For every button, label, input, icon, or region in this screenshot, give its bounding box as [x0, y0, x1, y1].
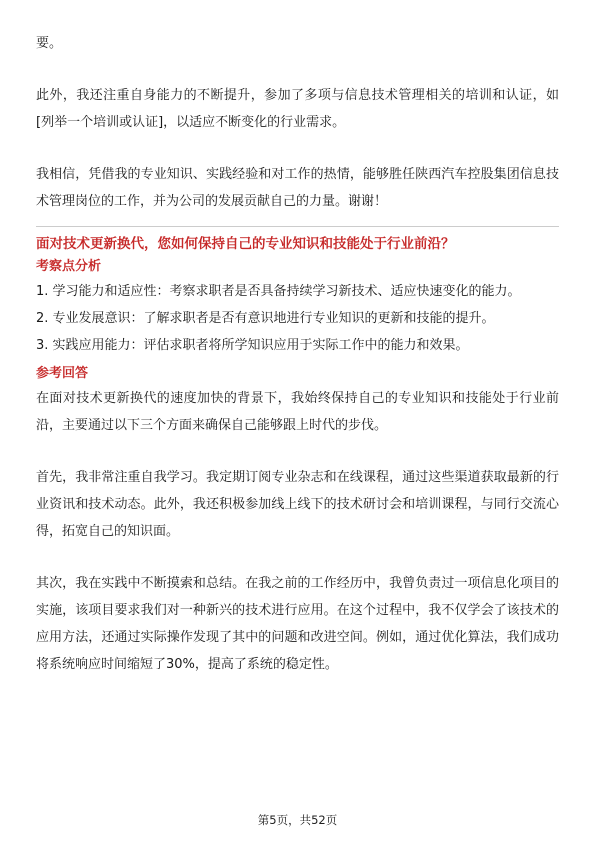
- analysis-label: 考察点分析: [36, 259, 102, 274]
- list-item: 3. 实践应用能力：评估求职者将所学知识应用于实际工作中的能力和效果。: [36, 338, 469, 353]
- list-item: 1. 学习能力和适应性：考察求职者是否具备持续学习新技术、适应快速变化的能力。: [36, 284, 521, 299]
- intro-paragraph-1: 要。: [36, 36, 63, 51]
- section-divider: [36, 226, 559, 227]
- page-number: 第5页，共52页: [257, 813, 338, 827]
- answer-paragraph-2: 首先，我非常注重自我学习。我定期订阅专业杂志和在线课程，通过这些渠道获取最新的行业资讯和技术动态。此外，我还积极参加线上线下的技术研讨会和培训课程，与同行交流心得，拓宽自己的知识面。: [36, 470, 559, 539]
- intro-paragraph-2: 此外，我还注重自身能力的不断提升，参加了多项与信息技术管理相关的培训和认证，如[列举一个培训或认证]，以适应不断变化的行业需求。: [36, 88, 559, 130]
- answer-label: 参考回答: [36, 366, 89, 381]
- answer-paragraph-1: 在面对技术更新换代的速度加快的背景下，我始终保持自己的专业知识和技能处于行业前沿，主要通过以下三个方面来确保自己能够跟上时代的步伐。: [36, 391, 559, 433]
- question-heading: 面对技术更新换代，您如何保持自己的专业知识和技能处于行业前沿？: [36, 236, 455, 252]
- analysis-list: [36, 278, 559, 359]
- page-content: [36, 30, 559, 678]
- list-item: 2. 专业发展意识：了解求职者是否有意识地进行专业知识的更新和技能的提升。: [36, 311, 495, 326]
- intro-paragraph-3: 我相信，凭借我的专业知识、实践经验和对工作的热情，能够胜任陕西汽车控股集团信息技术管理岗位的工作，并为公司的发展贡献自己的力量。谢谢！: [36, 167, 559, 209]
- answer-paragraph-3: 其次，我在实践中不断摸索和总结。在我之前的工作经历中，我曾负责过一项信息化项目的实施，该项目要求我们对一种新兴的技术进行应用。在这个过程中，我不仅学会了该技术的应用方法，还通过实际操作发现了其中的问题和改进空间。例如，通过优化算法，我们成功将系统响应时间缩短了30%，提高了系统的稳定性。: [36, 576, 559, 672]
